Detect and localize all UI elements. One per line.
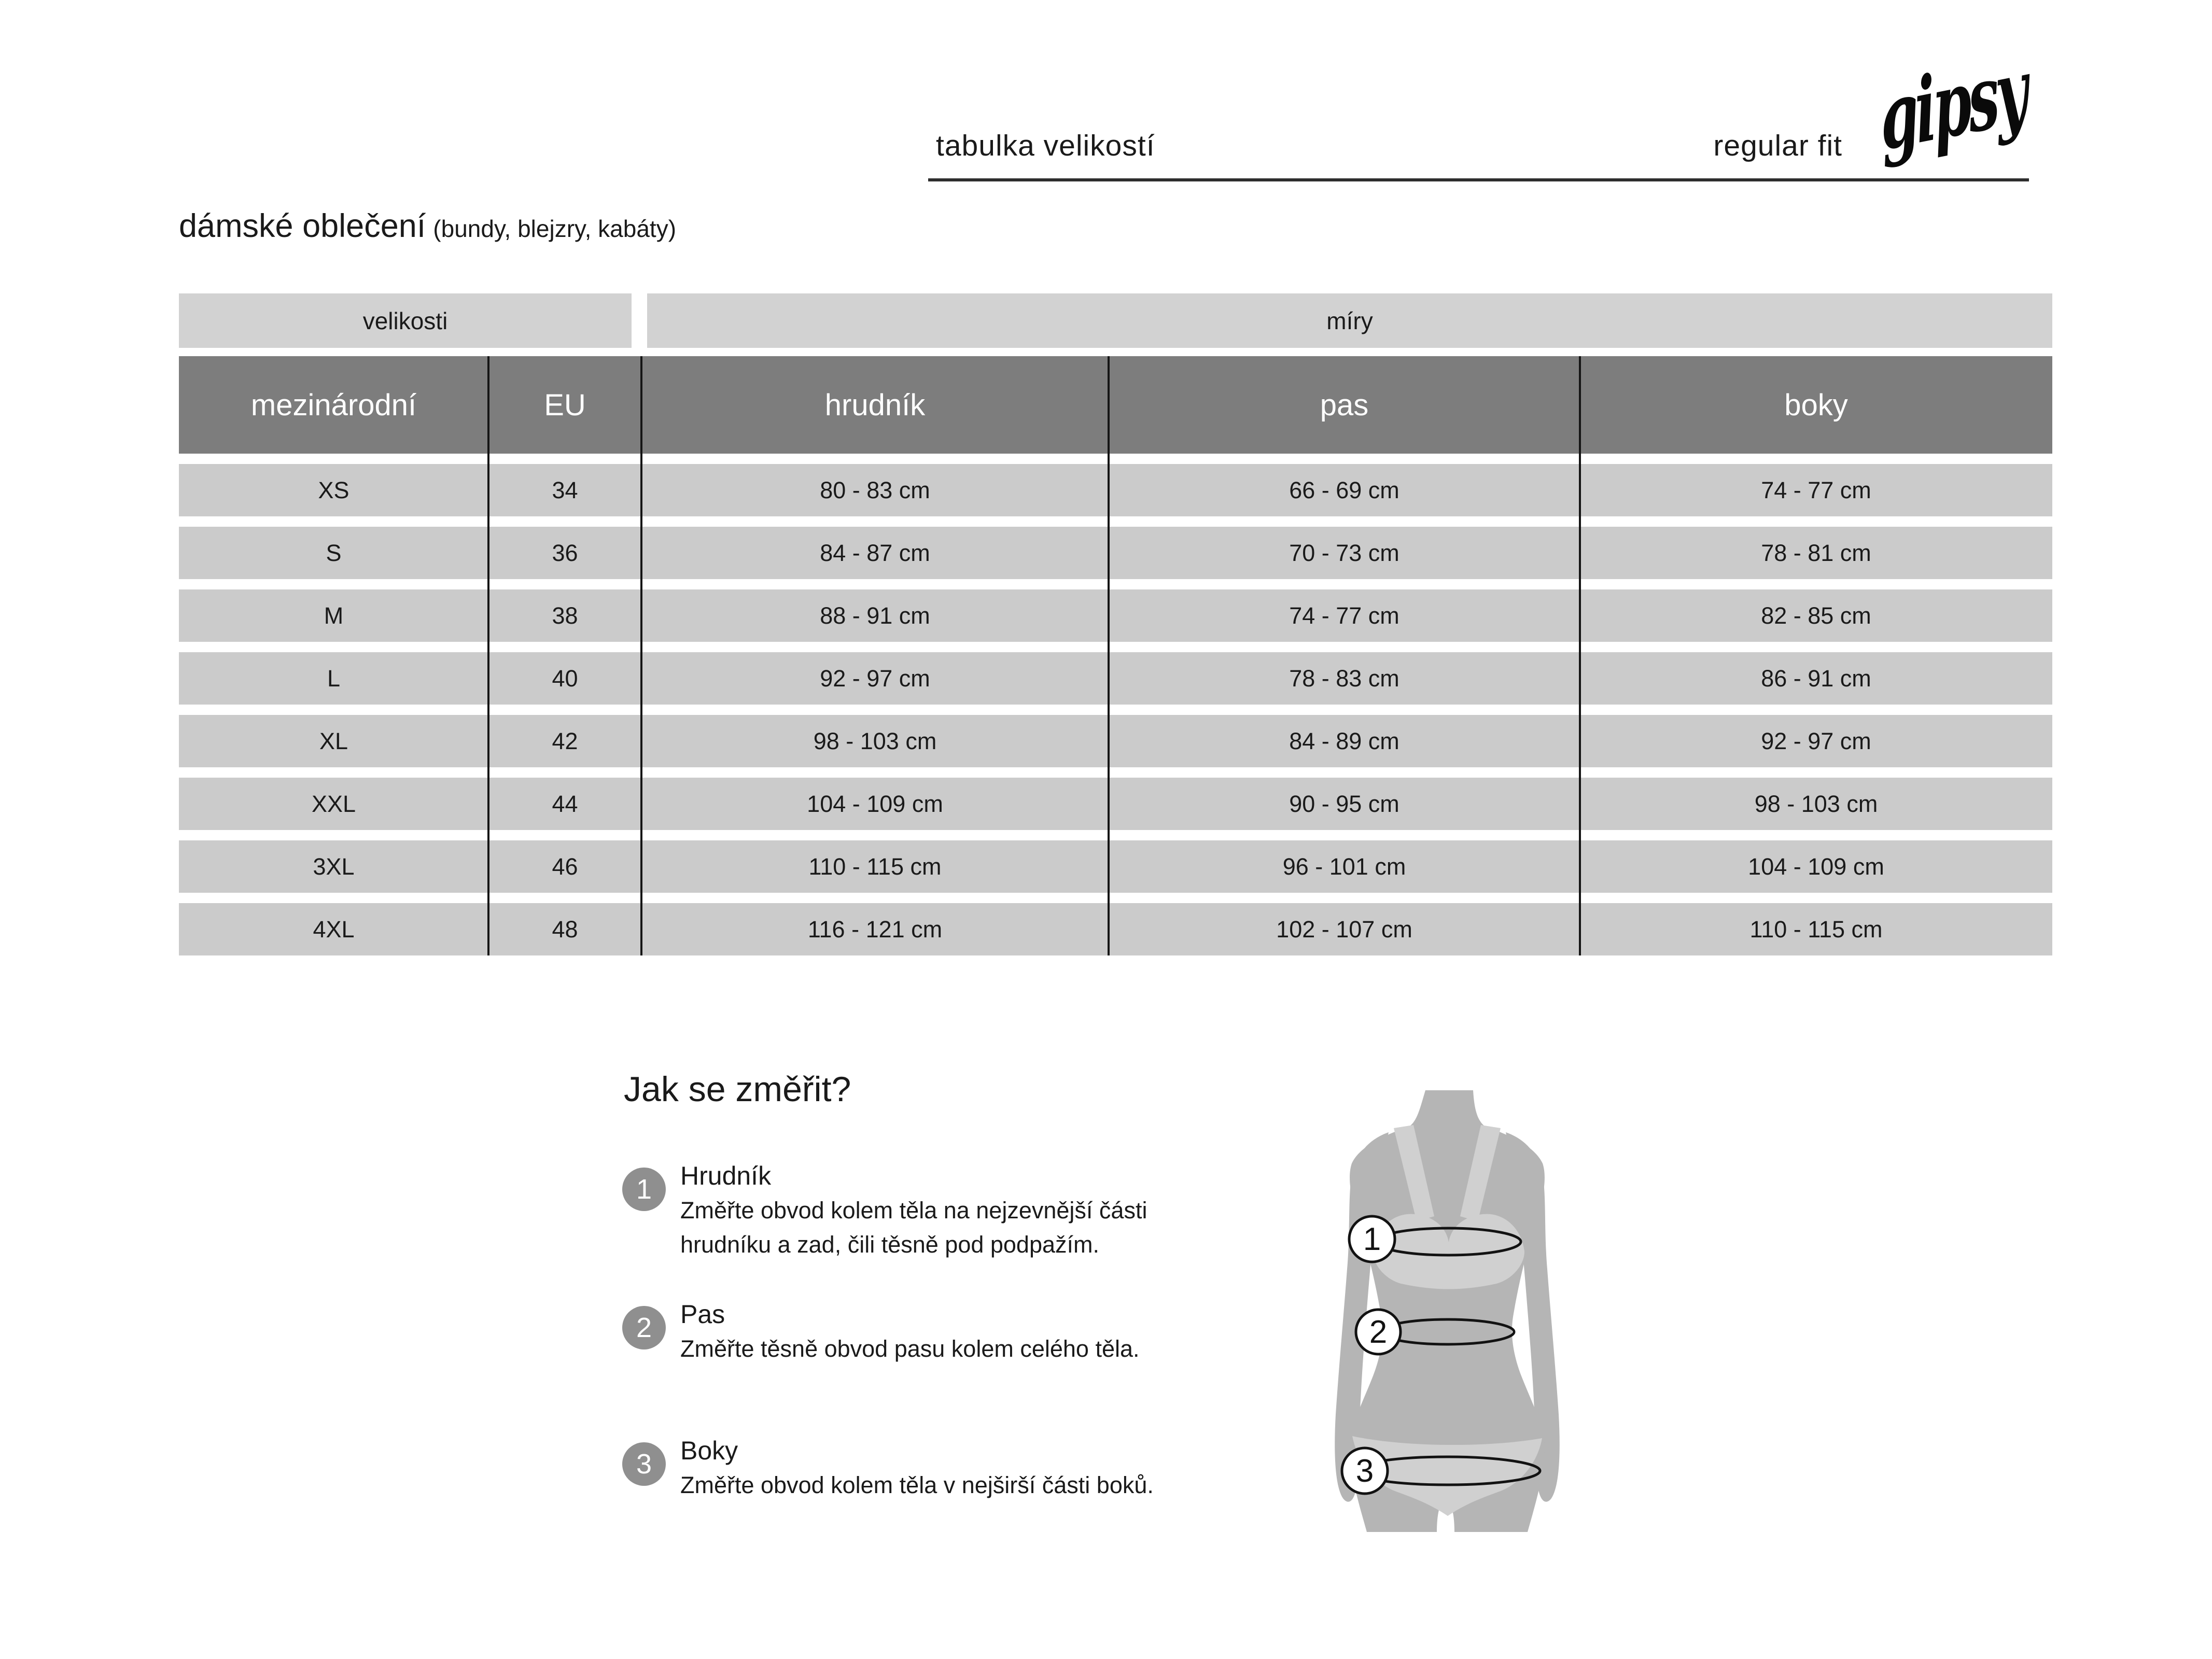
table-row	[179, 840, 2052, 893]
table-cell-chest-range: 80 - 83 cm	[820, 476, 930, 503]
table-cell-size-eu: 42	[552, 727, 578, 754]
group-header-measures: míry	[647, 293, 2052, 348]
guide-item-waist	[622, 1299, 1230, 1366]
column-divider	[487, 356, 489, 955]
guide-title: Jak se změřit?	[624, 1070, 851, 1109]
table-cell-waist-range: 70 - 73 cm	[1289, 539, 1399, 566]
guide-item-chest	[622, 1160, 1230, 1262]
body-measurement-figure	[1327, 1077, 1576, 1534]
table-cell-hips-range: 110 - 115 cm	[1749, 916, 1883, 943]
table-column-header	[179, 356, 2052, 454]
table-cell-size-eu: 44	[552, 790, 578, 817]
table-cell-chest-range: 110 - 115 cm	[808, 853, 942, 880]
body-silhouette-illustration	[1327, 1077, 1576, 1534]
table-row	[179, 903, 2052, 955]
table-group-header	[179, 293, 2052, 348]
table-cell-waist-range: 90 - 95 cm	[1289, 790, 1399, 817]
table-cell-size-eu: 38	[552, 602, 578, 629]
column-header-hips: boky	[1784, 388, 1848, 422]
table-cell-hips-range: 74 - 77 cm	[1761, 476, 1871, 503]
category-subtitle	[179, 207, 676, 245]
column-header-international: mezinárodní	[250, 388, 417, 422]
column-header-eu: EU	[544, 388, 586, 422]
svg-text:1: 1	[1363, 1221, 1381, 1257]
column-divider	[1579, 356, 1581, 955]
table-cell-chest-range: 104 - 109 cm	[807, 790, 943, 817]
guide-item-hips	[622, 1435, 1230, 1502]
fit-label: regular fit	[1713, 129, 1842, 162]
guide-item-label: Pas	[680, 1300, 725, 1329]
svg-text:2: 2	[1369, 1314, 1388, 1350]
category-name: dámské oblečení	[179, 208, 426, 244]
table-cell-hips-range: 104 - 109 cm	[1748, 853, 1884, 880]
table-cell-size-eu: 40	[552, 665, 578, 692]
table-cell-chest-range: 98 - 103 cm	[813, 727, 937, 754]
table-row	[179, 589, 2052, 642]
table-row	[179, 778, 2052, 830]
table-cell-hips-range: 82 - 85 cm	[1761, 602, 1871, 629]
table-cell-size-eu: 46	[552, 853, 578, 880]
table-cell-chest-range: 84 - 87 cm	[820, 539, 930, 566]
table-row	[179, 652, 2052, 705]
table-row	[179, 715, 2052, 767]
table-cell-hips-range: 98 - 103 cm	[1754, 790, 1878, 817]
guide-item-description: Změřte obvod kolem těla v nejširší části boků.	[680, 1472, 1154, 1498]
table-row	[179, 464, 2052, 516]
brand-logo: gipsy	[1876, 37, 2028, 171]
table-cell-size-eu: 36	[552, 539, 578, 566]
table-cell-waist-range: 84 - 89 cm	[1289, 727, 1399, 754]
guide-item-description: Změřte obvod kolem těla na nejzevnější části hrudníku a zad, čili těsně pod podpažím.	[680, 1197, 1147, 1258]
guide-item-text	[680, 1435, 1230, 1502]
guide-item-text	[680, 1299, 1230, 1366]
guide-item-label: Boky	[680, 1436, 738, 1465]
table-cell-size-international: S	[326, 539, 342, 566]
step-1-badge: 1	[622, 1168, 666, 1211]
table-cell-waist-range: 102 - 107 cm	[1276, 916, 1412, 943]
column-divider	[640, 356, 642, 955]
guide-item-description: Změřte těsně obvod pasu kolem celého těla.	[680, 1335, 1140, 1362]
header-divider	[928, 178, 2029, 181]
table-cell-chest-range: 92 - 97 cm	[820, 665, 930, 692]
category-note: (bundy, blejzry, kabáty)	[433, 215, 677, 242]
table-cell-chest-range: 88 - 91 cm	[820, 602, 930, 629]
step-2-badge: 2	[622, 1306, 666, 1349]
table-cell-size-eu: 34	[552, 476, 578, 503]
table-cell-size-eu: 48	[552, 916, 578, 943]
table-cell-chest-range: 116 - 121 cm	[807, 916, 943, 943]
page-title: tabulka velikostí	[936, 129, 1155, 162]
table-cell-size-international: XS	[318, 476, 349, 503]
guide-item-label: Hrudník	[680, 1161, 772, 1190]
table-cell-hips-range: 92 - 97 cm	[1761, 727, 1871, 754]
table-cell-size-international: XXL	[311, 790, 356, 817]
guide-item-text	[680, 1160, 1230, 1262]
table-cell-waist-range: 74 - 77 cm	[1289, 602, 1399, 629]
column-header-chest: hrudník	[824, 388, 926, 422]
table-cell-waist-range: 96 - 101 cm	[1282, 853, 1406, 880]
table-cell-waist-range: 78 - 83 cm	[1289, 665, 1399, 692]
figure-marker-3	[1342, 1448, 1388, 1494]
table-row	[179, 527, 2052, 579]
table-cell-size-international: XL	[319, 727, 348, 754]
table-cell-size-international: L	[327, 665, 341, 692]
table-cell-size-international: 3XL	[313, 853, 355, 880]
column-divider	[1108, 356, 1110, 955]
table-cell-size-international: 4XL	[313, 916, 355, 943]
svg-text:3: 3	[1355, 1453, 1374, 1489]
column-header-waist: pas	[1320, 388, 1369, 422]
figure-marker-1	[1349, 1216, 1395, 1262]
step-3-badge: 3	[622, 1442, 666, 1486]
figure-marker-2	[1356, 1310, 1401, 1354]
table-cell-hips-range: 86 - 91 cm	[1761, 665, 1871, 692]
group-header-sizes: velikosti	[179, 293, 632, 348]
table-body	[179, 464, 2052, 966]
table-cell-waist-range: 66 - 69 cm	[1289, 476, 1399, 503]
table-cell-hips-range: 78 - 81 cm	[1761, 539, 1871, 566]
table-cell-size-international: M	[324, 602, 344, 629]
